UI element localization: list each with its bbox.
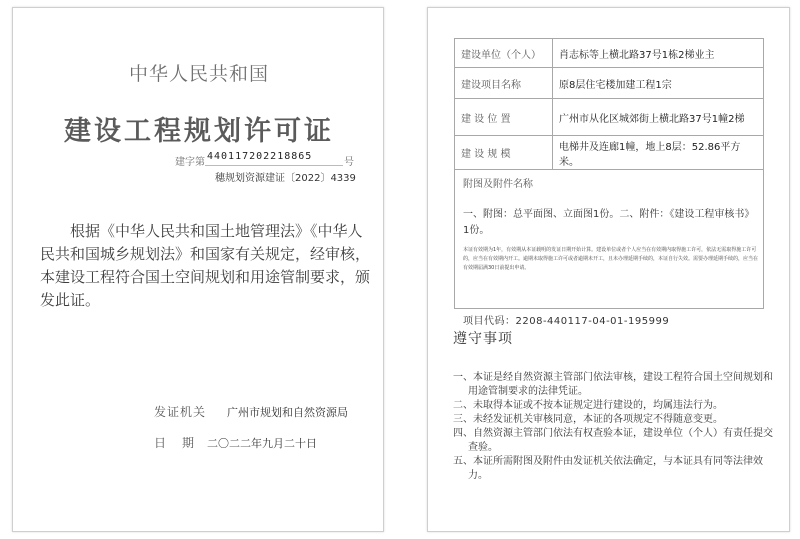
date-label: 日期 [154, 436, 211, 450]
validity-note: 本证有效期为1年，有效期从本证载明的发证日期开始计算。建设单位或者个人应当在有效期内取得施工许可，依法无需取得施工许可的，应当在有效期内开工。逾期未取得施工许可或者逾期未开工，且未办理延期手续的，本证自行失效。需要办理延期手续的，应当在有效期届满30日前提出申请。 [463, 247, 759, 271]
row-label: 建设项目名称 [455, 68, 553, 99]
attachments-list: 一、附图：总平面图、立面图1份。二、附件：《建设工程审核书》1份。 [463, 209, 755, 236]
number-suffix: 号 [344, 157, 354, 168]
number-prefix: 建字第 [175, 157, 205, 168]
attachments-row [455, 170, 764, 309]
rule-item: 一、本证是经自然资源主管部门依法审核，建设工程符合国土空间规划和用途管制要求的法律凭证。 [453, 372, 773, 397]
country-name: 中华人民共和国 [128, 63, 269, 85]
project-info-table [454, 38, 764, 309]
certificate-cover-page [12, 7, 384, 532]
row-value: 广州市从化区城郊街上横北路37号1幢2梯 [553, 99, 764, 136]
issue-date: 二〇二二年九月二十日 [207, 437, 317, 450]
table-row [455, 68, 764, 99]
project-code: 项目代码：2208-440117-04-01-195999 [463, 316, 670, 327]
table-row [455, 39, 764, 68]
rule-item: 五、本证所需附图及附件由发证机关依法确定，与本证具有同等法律效力。 [453, 456, 763, 481]
table-row [455, 136, 764, 170]
row-label: 建 设 位 置 [455, 99, 553, 136]
attachments-label: 附图及附件名称 [463, 179, 533, 190]
attachments-cell [455, 170, 764, 309]
rules-title: 遵守事项 [453, 331, 513, 347]
issuer-label: 发证机关 [154, 405, 207, 419]
table-row [455, 99, 764, 136]
number-underline [205, 165, 343, 166]
certificate-title: 建设工程规划许可证 [64, 116, 334, 147]
row-value: 电梯井及连廊1幢，地上8层：52.86平方米。 [553, 136, 764, 170]
row-label: 建 设 规 模 [455, 136, 553, 170]
certificate-body-text: 根据《中华人民共和国土地管理法》《中华人民共和国城乡规划法》和国家有关规定，经审核，本建设工程符合国土空间规划和用途管制要求，颁发此证。 [40, 222, 371, 309]
rule-item: 四、自然资源主管部门依法有权查验本证，建设单位（个人）有责任提交查验。 [453, 428, 773, 453]
reference-number: 穗规划资源建证〔2022〕4339 [215, 173, 356, 184]
certificate-detail-page [427, 7, 790, 532]
row-label: 建设单位（个人） [455, 39, 553, 68]
certificate-number: 440117202218865 [207, 151, 313, 162]
issuer-name: 广州市规划和自然资源局 [227, 406, 348, 419]
row-value: 肖志标等上横北路37号1栋2梯业主 [553, 39, 764, 68]
row-value: 原8层住宅楼加建工程1宗 [553, 68, 764, 99]
rule-item: 三、未经发证机关审核同意，本证的各项规定不得随意变更。 [453, 414, 723, 425]
rule-item: 二、未取得本证或不按本证规定进行建设的，均属违法行为。 [453, 400, 723, 411]
rules-list [453, 371, 773, 483]
